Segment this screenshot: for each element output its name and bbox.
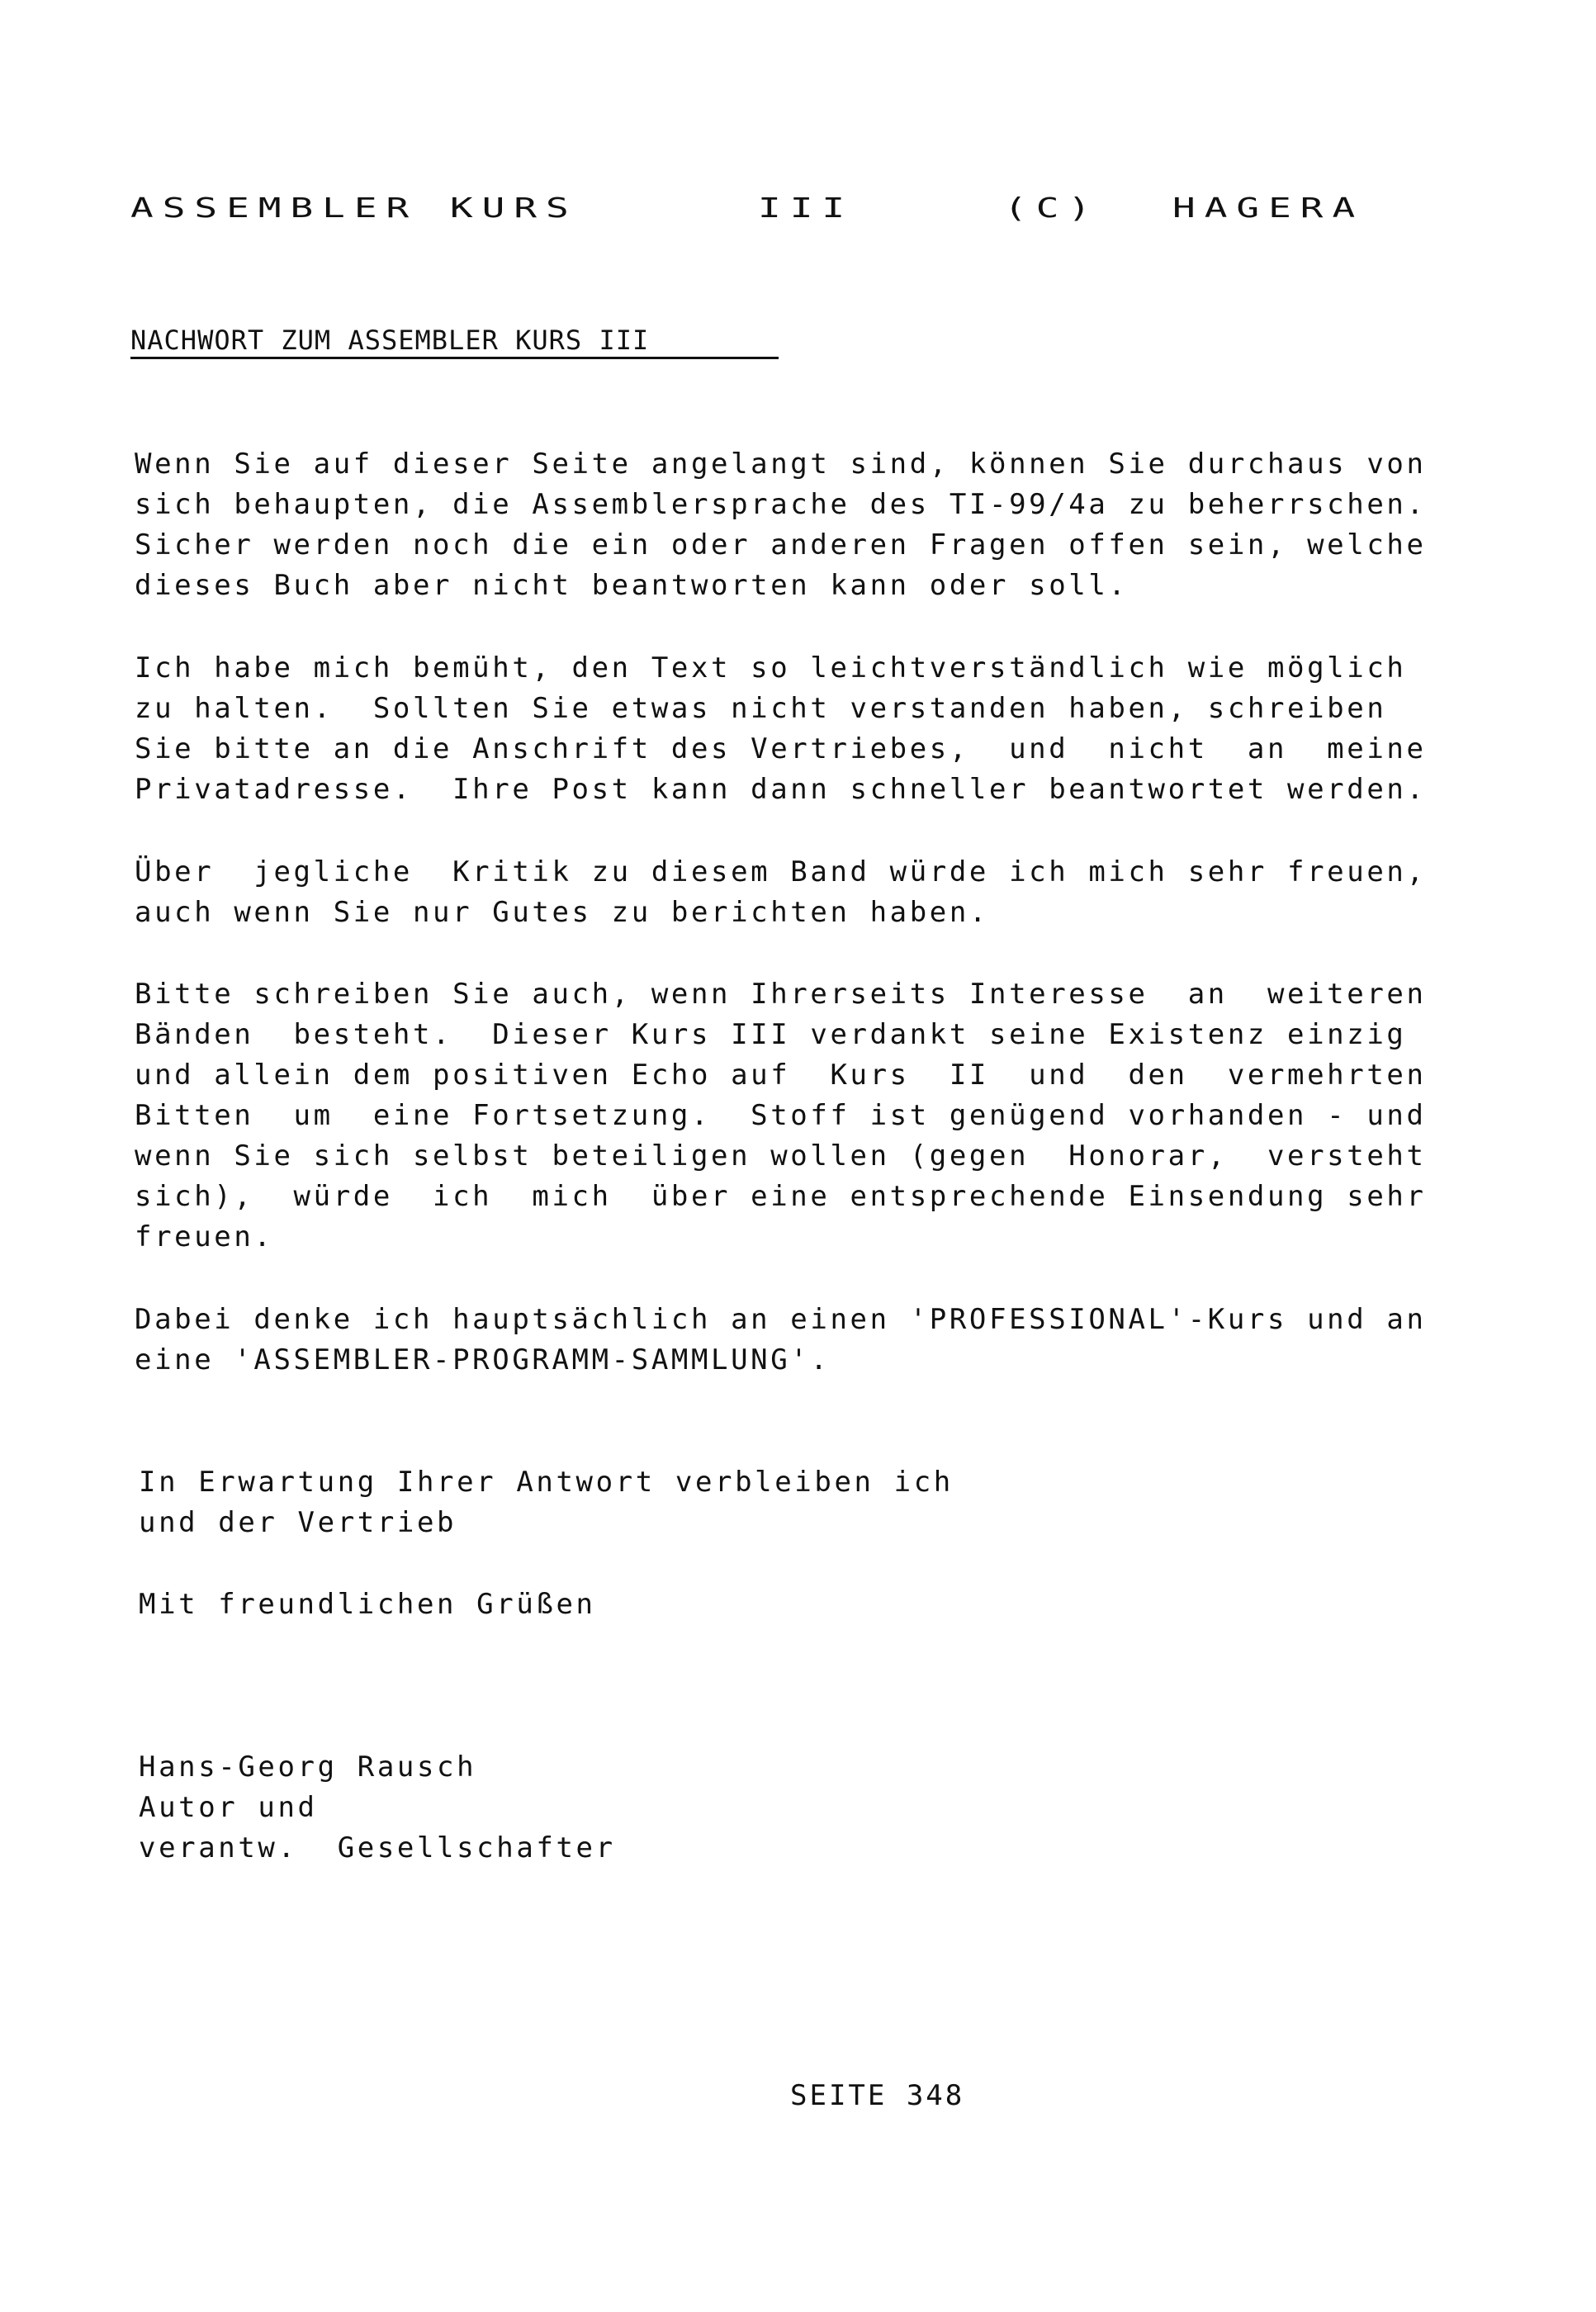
text-line: und der Vertrieb: [139, 1506, 457, 1539]
author-role: Autor und: [139, 1791, 318, 1824]
text-line: freuen.: [135, 1220, 274, 1253]
header-course-number: III: [758, 192, 855, 224]
paragraph-intro: [135, 444, 1497, 606]
text-line: Sicher werden noch die ein oder anderen Fragen offen sein, welche: [135, 528, 1427, 561]
paragraph-contact: [135, 648, 1497, 810]
section-heading: NACHWORT ZUM ASSEMBLER KURS III: [130, 325, 650, 356]
greeting: [139, 1585, 1501, 1625]
page-number: SEITE 348: [790, 2079, 965, 2112]
author-title: verantw. Gesellschafter: [139, 1831, 616, 1864]
text-line: zu halten. Sollten Sie etwas nicht verstanden haben, schreiben: [135, 692, 1387, 725]
text-line: sich behaupten, die Assemblersprache des TI-99/4a zu beherrschen.: [135, 488, 1427, 521]
signature-block: [139, 1747, 1501, 1869]
paragraph-plans: [135, 1300, 1497, 1381]
text-line: wenn Sie sich selbst beteiligen wollen (gegen Honorar, versteht: [135, 1139, 1427, 1173]
text-line: Bitten um eine Fortsetzung. Stoff ist genügend vorhanden - und: [135, 1099, 1427, 1132]
text-line: dieses Buch aber nicht beantworten kann oder soll.: [135, 569, 1129, 602]
text-line: sich), würde ich mich über eine entsprechende Einsendung sehr: [135, 1180, 1427, 1213]
text-line: Bitte schreiben Sie auch, wenn Ihrerseits Interesse an weiteren: [135, 978, 1427, 1011]
header-publisher: HAGERA: [1172, 192, 1365, 224]
text-line: eine 'ASSEMBLER-PROGRAMM-SAMMLUNG'.: [135, 1343, 831, 1376]
text-line: auch wenn Sie nur Gutes zu berichten haben.: [135, 896, 989, 929]
paragraph-further-volumes: [135, 974, 1497, 1258]
greeting-text: Mit freundlichen Grüßen: [139, 1588, 596, 1621]
paragraph-feedback: [135, 852, 1497, 933]
text-line: Sie bitte an die Anschrift des Vertriebes, und nicht an meine: [135, 732, 1427, 765]
heading-underline: [130, 357, 779, 359]
text-line: In Erwartung Ihrer Antwort verbleiben ich: [139, 1466, 954, 1499]
text-line: Privatadresse. Ihre Post kann dann schneller beantwortet werden.: [135, 773, 1427, 806]
header-copyright: (C): [1004, 192, 1101, 224]
text-line: Wenn Sie auf dieser Seite angelangt sind, können Sie durchaus von: [135, 448, 1427, 481]
text-line: Dabei denke ich hauptsächlich an einen 'PROFESSIONAL'-Kurs und an: [135, 1303, 1427, 1336]
header-course-title: ASSEMBLER KURS: [130, 192, 578, 224]
text-line: und allein dem positiven Echo auf Kurs II und den vermehrten: [135, 1059, 1427, 1092]
text-line: Ich habe mich bemüht, den Text so leichtverständlich wie möglich: [135, 651, 1407, 685]
text-line: Über jegliche Kritik zu diesem Band würde ich mich sehr freuen,: [135, 855, 1427, 888]
author-name: Hans-Georg Rausch: [139, 1751, 477, 1784]
text-line: Bänden besteht. Dieser Kurs III verdankt seine Existenz einzig: [135, 1018, 1407, 1051]
closing-lines: [139, 1462, 1501, 1543]
page-header: [130, 192, 1418, 241]
